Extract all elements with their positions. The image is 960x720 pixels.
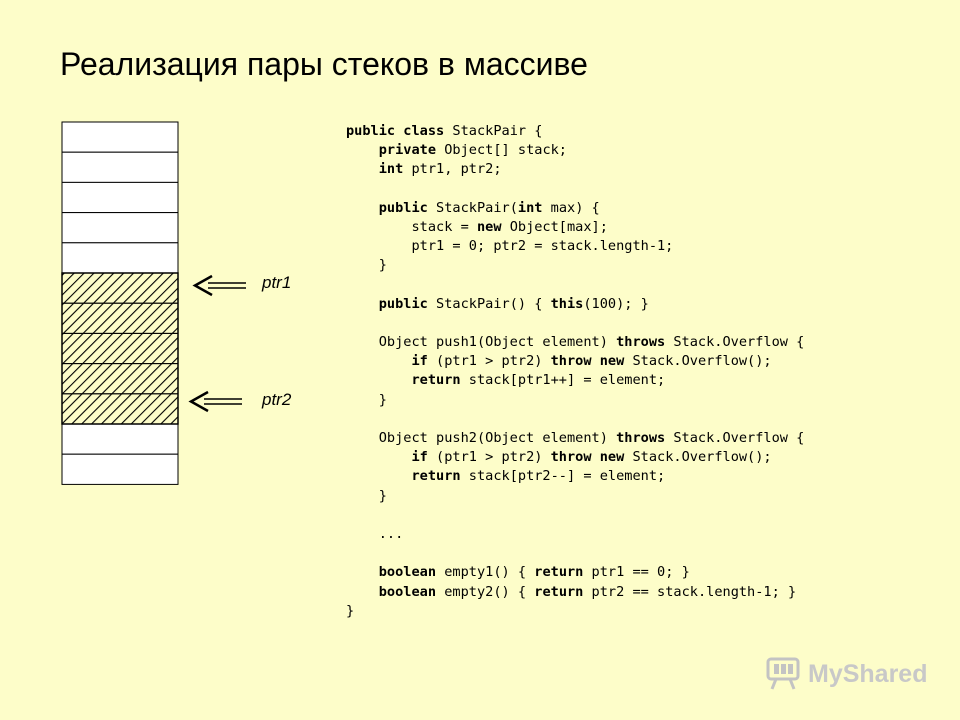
watermark-text: MyShared <box>808 659 928 688</box>
array-cells <box>62 122 178 484</box>
array-cell-filled <box>62 273 178 303</box>
code-line: stack = new Object[max]; <box>346 218 608 235</box>
code-line: public class StackPair { <box>346 123 543 139</box>
array-cell-filled <box>62 333 178 363</box>
array-cell-empty <box>62 152 178 182</box>
code-line: } <box>346 487 387 504</box>
array-cell-filled <box>62 394 178 424</box>
ptr1-arrow <box>195 276 246 295</box>
code-line: return stack[ptr2--] = element; <box>411 468 666 485</box>
code-line: public StackPair(int max) { <box>378 199 600 216</box>
array-cell-empty <box>62 424 178 454</box>
array-cell-filled <box>62 364 178 394</box>
code-line: boolean empty2() { return ptr2 == stack.length-1; } <box>378 583 797 600</box>
array-cell-filled <box>62 303 178 333</box>
code-line: } <box>346 391 387 408</box>
code-line <box>346 180 804 199</box>
code-line: if (ptr1 > ptr2) throw new Stack.Overflow(); <box>411 353 772 370</box>
code-line: } <box>346 257 387 274</box>
code-line <box>346 314 804 333</box>
code-line <box>346 506 804 525</box>
code-line: boolean empty1() { return ptr1 == 0; } <box>378 564 690 581</box>
array-cell-empty <box>62 243 178 273</box>
code-line: return stack[ptr1++] = element; <box>411 372 666 389</box>
ptr1-label: ptr1 <box>262 273 292 292</box>
code-line: private Object[] stack; <box>378 142 567 159</box>
array-cell-empty <box>62 182 178 212</box>
array-cell-empty <box>62 122 178 152</box>
code-line <box>346 410 804 429</box>
code-line: } <box>346 602 355 619</box>
array-cell-empty <box>62 454 178 484</box>
ptr2-arrow <box>191 392 242 411</box>
code-line: ptr1 = 0; ptr2 = stack.length-1; <box>346 238 674 255</box>
slide-title: Реализация пары стеков в массиве <box>60 46 588 82</box>
watermark <box>766 656 927 692</box>
code-line <box>346 544 804 563</box>
code-line: if (ptr1 > ptr2) throw new Stack.Overflow(); <box>411 449 772 466</box>
code-line: ... <box>346 525 404 542</box>
code-line: public StackPair() { this(100); } <box>378 295 649 312</box>
code-line: Object push2(Object element) throws Stack.Overflow { <box>346 430 805 446</box>
code-listing <box>346 122 804 621</box>
projector-icon <box>766 657 802 691</box>
code-line: int ptr1, ptr2; <box>378 161 502 178</box>
ptr2-label: ptr2 <box>262 390 292 409</box>
array-cell-empty <box>62 213 178 243</box>
code-line: Object push1(Object element) throws Stack.Overflow { <box>346 334 805 351</box>
code-line <box>346 276 804 295</box>
